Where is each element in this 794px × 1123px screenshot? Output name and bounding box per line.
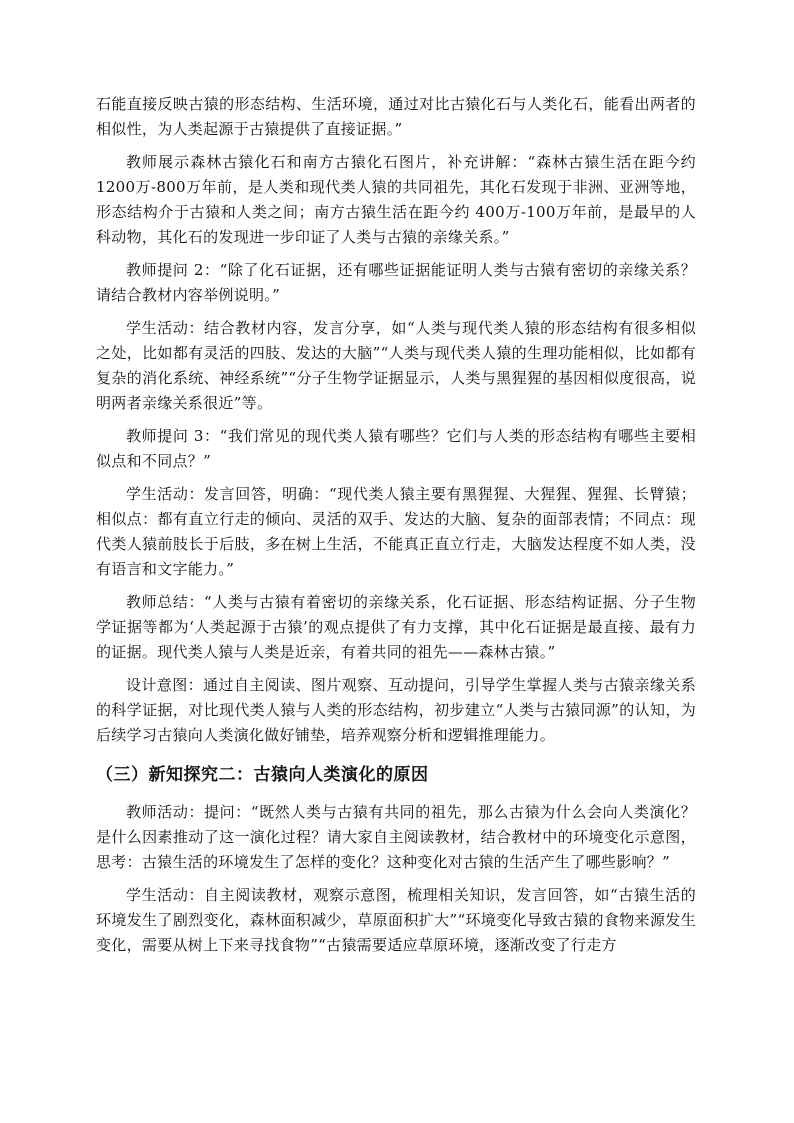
paragraph-teacher-question-2: 教师提问 2：“除了化石证据，还有哪些证据能证明人类与古猿有密切的亲缘关系？请结合教材内容举例说明。”	[96, 261, 696, 304]
paragraph-student-activity-1: 学生活动：结合教材内容，发言分享，如“人类与现代类人猿的形态结构有很多相似之处，比如都有灵活的四肢、发达的大脑”“人类与现代类人猿的生理功能相似，比如都有复杂的消化系统、神经系统”“分子生物学证据显示，人类与黑猩猩的基因相似度很高，说明两者亲缘关系很近”等。	[96, 319, 696, 412]
paragraph-student-activity-2: 学生活动：发言回答，明确：“现代类人猿主要有黑猩猩、大猩猩、猩猩、长臂猿；相似点：都有直立行走的倾向、灵活的双手、发达的大脑、复杂的面部表情；不同点：现代类人猿前肢长于后肢，多在树上生活，不能真正直立行走，大脑发达程度不如人类，没有语言和文字能力。”	[96, 485, 696, 578]
paragraph-design-intent: 设计意图：通过自主阅读、图片观察、互动提问，引导学生掌握人类与古猿亲缘关系的科学证据，对比现代类人猿与人类的形态结构，初步建立“人类与古猿同源”的认知，为后续学习古猿向人类演化做好铺垫，培养观察分析和逻辑推理能力。	[96, 676, 696, 744]
section-heading: （三）新知探究二：古猿向人类演化的原因	[96, 765, 429, 785]
document-body	[96, 92, 696, 966]
paragraph-teacher-activity: 教师活动：提问：“既然人类与古猿有共同的祖先，那么古猿为什么会向人类演化？是什么因素推动了这一演化过程？请大家自主阅读教材，结合教材中的环境变化示意图，思考：古猿生活的环境发生了怎样的变化？这种变化对古猿的生活产生了哪些影响？”	[96, 803, 696, 871]
paragraph-teacher-display: 教师展示森林古猿化石和南方古猿化石图片，补充讲解：“森林古猿生活在距今约1200万-800万年前，是人类和现代类人猿的共同祖先，其化石发现于非洲、亚洲等地，形态结构介于古猿和人类之间；南方古猿生活在距今约 400万-100万年前，是最早的人科动物，其化石的发现进一步印证了人类与古猿的亲缘关系。”	[96, 153, 696, 246]
paragraph-student-activity-3: 学生活动：自主阅读教材，观察示意图，梳理相关知识，发言回答，如“古猿生活的环境发生了剧烈变化，森林面积减少，草原面积扩大”“环境变化导致古猿的食物来源发生变化，需要从树上下来寻找食物”“古猿需要适应草原环境，逐渐改变了行走方	[96, 886, 696, 954]
paragraph-teacher-question-3: 教师提问 3：“我们常见的现代类人猿有哪些？它们与人类的形态结构有哪些主要相似点和不同点？”	[96, 427, 696, 470]
paragraph-teacher-summary: 教师总结：“人类与古猿有着密切的亲缘关系，化石证据、形态结构证据、分子生物学证据等都为‘人类起源于古猿’的观点提供了有力支撑，其中化石证据是最直接、最有力的证据。现代类人猿与人类是近亲，有着共同的祖先——森林古猿。”	[96, 593, 696, 661]
paragraph-continuation: 石能直接反映古猿的形态结构、生活环境，通过对比古猿化石与人类化石，能看出两者的相似性，为人类起源于古猿提供了直接证据。”	[96, 95, 696, 138]
